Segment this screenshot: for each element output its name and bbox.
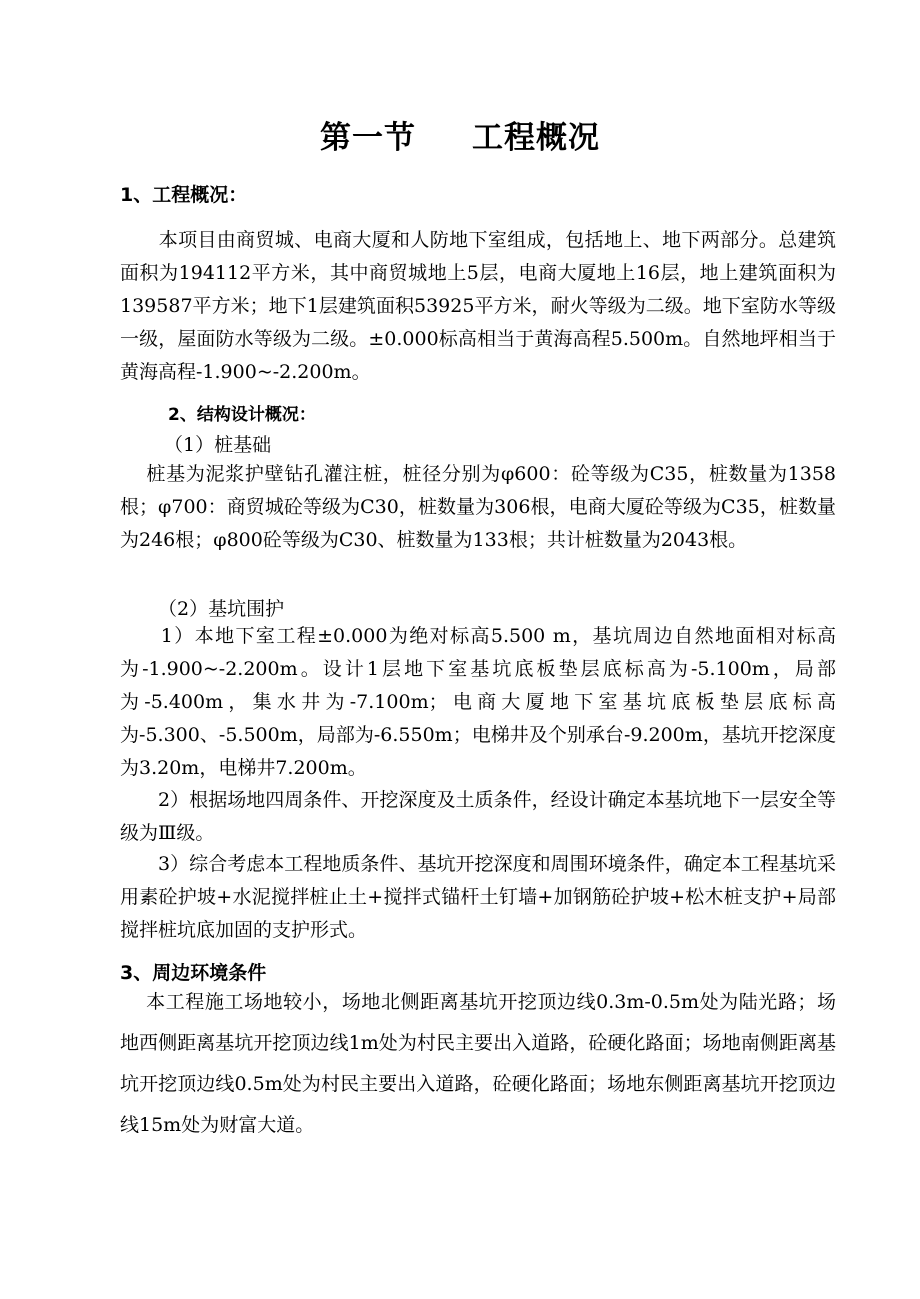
section2-heading: 2、结构设计概况： — [168, 405, 316, 425]
title-section-name: 工程概况 — [472, 120, 600, 156]
page-title — [0, 112, 920, 157]
pile-foundation-paragraph: 桩基为泥浆护壁钻孔灌注桩，桩径分别为φ600：砼等级为C35，桩数量为1358根；φ700：商贸城砼等级为C30，桩数量为306根，电商大厦砼等级为C35，桩数量为246根；φ800砼等级为C30、桩数量为133根；共计桩数量为2043根。 — [120, 463, 836, 551]
section1-paragraph: 本项目由商贸城、电商大厦和人防地下室组成，包括地上、地下两部分。总建筑面积为194112平方米，其中商贸城地上5层，电商大厦地上16层，地上建筑面积为139587平方米；地下1层建筑面积53925平方米，耐火等级为二级。地下室防水等级一级，屋面防水等级为二级。±0.000标高相当于黄海高程5.500m。自然地坪相当于黄海高程-1.900~-2.200m。 — [120, 229, 836, 383]
excavation-item-3: 3）综合考虑本工程地质条件、基坑开挖深度和周围环境条件，确定本工程基坑采用素砼护坡+水泥搅拌桩止土+搅拌式锚杆土钉墙+加钢筋砼护坡+松木桩支护+局部搅拌桩坑底加固的支护形式。 — [120, 853, 836, 941]
section1-heading: 1、工程概况： — [120, 184, 248, 206]
section3-heading: 3、周边环境条件 — [120, 962, 267, 984]
excavation-support-subtitle: （2）基坑围护 — [158, 598, 285, 620]
title-section-number: 第一节 — [320, 120, 416, 156]
excavation-item-1: 1）本地下室工程±0.000为绝对标高5.500 m，基坑周边自然地面相对标高为-1.900~-2.200m。设计1层地下室基坑底板垫层底标高为-5.100m，局部为-5.400m，集水井为-7.100m；电商大厦地下室基坑底板垫层底标高为-5.300、-5.500m，局部为-6.550m；电梯井及个别承台-9.200m，基坑开挖深度为3.20m，电梯井7.200m。 — [120, 625, 836, 779]
pile-foundation-subtitle: （1）桩基础 — [164, 434, 272, 456]
section3-paragraph: 本工程施工场地较小，场地北侧距离基坑开挖顶边线0.3m-0.5m处为陆光路；场地西侧距离基坑开挖顶边线1m处为村民主要出入道路，砼硬化路面；场地南侧距离基坑开挖顶边线0.5m处为村民主要出入道路，砼硬化路面；场地东侧距离基坑开挖顶边线15m处为财富大道。 — [120, 991, 836, 1136]
excavation-item-2: 2）根据场地四周条件、开挖深度及土质条件，经设计确定本基坑地下一层安全等级为Ⅲ级。 — [120, 789, 836, 844]
